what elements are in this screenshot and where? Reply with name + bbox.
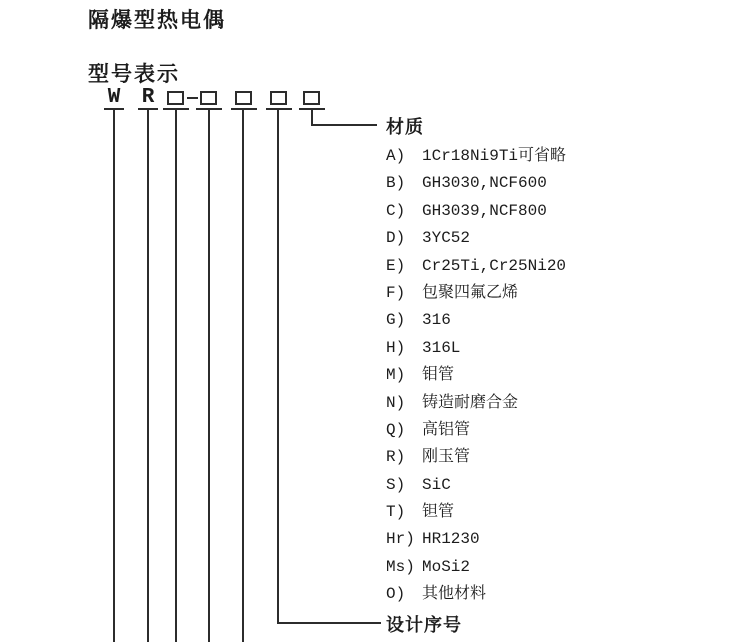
material-list-item [386,499,716,526]
material-list-item [386,335,716,362]
material-item-code: E) [386,256,406,275]
leader-line-design-serial [277,110,279,624]
material-list-item [386,554,716,581]
material-list-item [386,253,716,280]
material-list-item [386,143,716,170]
material-item-code: R) [386,448,406,467]
model-code-box-4 [270,91,287,105]
material-list-item [386,307,716,334]
material-item-code: M) [386,366,406,385]
leader-line-box3 [242,110,244,642]
material-item-value: GH3030,NCF600 [422,174,547,193]
material-item-value: 高铝管 [422,420,471,439]
material-item-value: 3YC52 [422,229,471,248]
material-list-item [386,526,716,553]
leader-line-r [147,110,149,642]
material-list [386,143,716,609]
material-item-code: Ms) [386,557,415,576]
material-list-item [386,417,716,444]
model-code-box-5 [303,91,320,105]
design-serial-label: 设计序号 [386,615,462,636]
model-code-letter-r: R [138,87,158,110]
leader-line-material-horizontal [311,124,377,126]
material-item-code: Q) [386,420,406,439]
material-list-item [386,170,716,197]
material-item-code: S) [386,475,406,494]
material-item-value: 铸造耐磨合金 [422,393,519,412]
material-item-value: Cr25Ti,Cr25Ni20 [422,256,567,275]
material-item-code: A) [386,147,406,165]
material-item-value: GH3039,NCF800 [422,201,547,220]
material-item-code: T) [386,503,406,522]
material-item-code: H) [386,338,406,357]
material-item-value: 其他材料 [422,585,487,604]
material-item-value: 1Cr18Ni9Ti可省略 [422,147,567,165]
material-item-code: G) [386,311,406,330]
model-code-letter-w: W [104,87,124,110]
material-list-item [386,444,716,471]
material-item-code: Hr) [386,530,415,549]
material-list-item [386,362,716,389]
material-label: 材质 [386,117,424,138]
model-code-box-1 [167,91,184,105]
leader-line-design-horizontal [277,622,381,624]
material-item-value: 316L [422,338,461,357]
leader-line-w [113,110,115,642]
model-code-dash [187,97,198,99]
underline-bar [231,108,257,110]
underline-bar [266,108,292,110]
material-list-item [386,472,716,499]
material-item-code: F) [386,283,406,302]
material-item-value: 钽管 [422,503,455,522]
material-item-code: D) [386,229,406,248]
material-item-code: O) [386,585,406,604]
material-list-item [386,198,716,225]
material-list-item [386,581,716,608]
material-item-code: N) [386,393,406,412]
material-item-value: 刚玉管 [422,448,471,467]
material-item-value: MoSi2 [422,557,471,576]
material-item-value: 钼管 [422,366,455,385]
material-item-value: SiC [422,475,451,494]
leader-line-box2 [208,110,210,642]
material-item-value: HR1230 [422,530,480,549]
leader-line-box1 [175,110,177,642]
model-code-box-2 [200,91,217,105]
material-item-code: B) [386,174,406,193]
material-item-value: 包聚四氟乙烯 [422,283,519,302]
material-list-item [386,225,716,252]
material-item-code: C) [386,201,406,220]
section-label: 型号表示 [88,62,180,86]
model-code-box-3 [235,91,252,105]
material-list-item [386,280,716,307]
material-item-value: 316 [422,311,451,330]
page-title: 隔爆型热电偶 [88,8,226,32]
material-list-item [386,390,716,417]
